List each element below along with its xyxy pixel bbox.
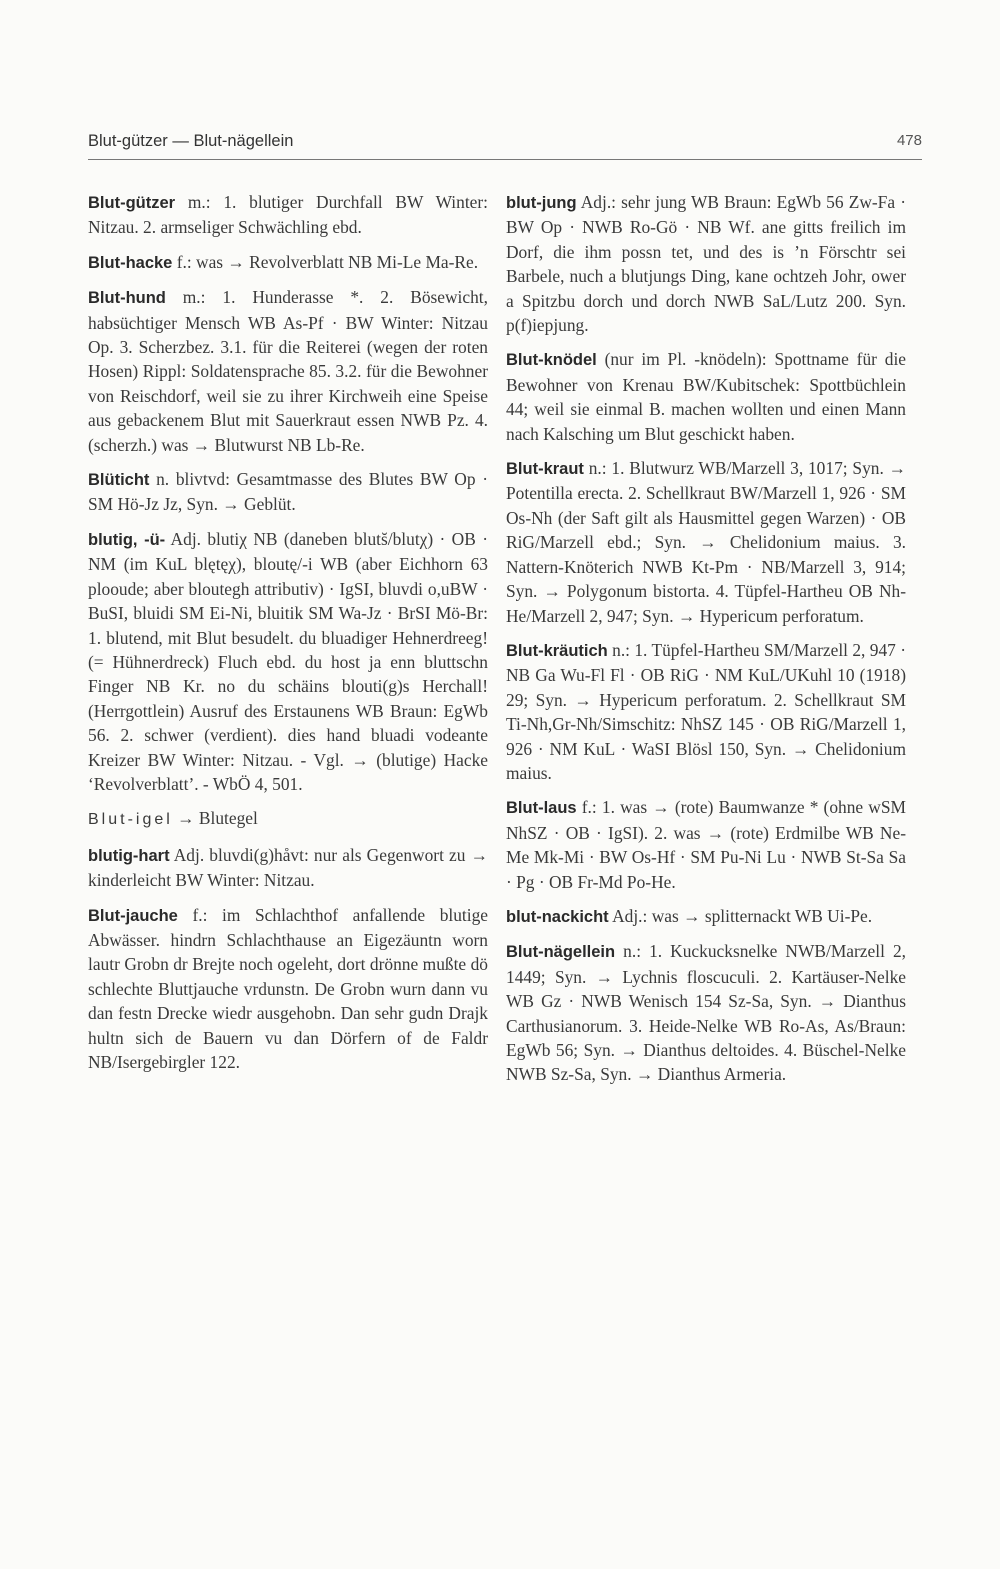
left-column xyxy=(88,190,488,1084)
dictionary-entry xyxy=(506,347,906,446)
dictionary-entry xyxy=(88,190,488,240)
dictionary-entry xyxy=(506,456,906,628)
entry-text: m.: 1. blutiger Durchfall BW Winter: Nitzau. 2. armseliger Schwächling ebd. xyxy=(88,192,488,238)
entry-text: f.: was → Revolverblatt NB Mi-Le Ma-Re. xyxy=(172,251,479,272)
dictionary-entry xyxy=(506,904,906,929)
dictionary-entry xyxy=(88,467,488,517)
header-title: Blut-gützer — Blut-nägellein xyxy=(88,132,294,150)
page-number: 478 xyxy=(896,132,922,149)
header-rule xyxy=(88,159,922,160)
entry-text: Adj. blutiχ NB (daneben bluts̆/blutχ) · OB · NM (im KuL blętęχ), bloutę/-i WB (aber Eichhorn 63 plooude; aber bloutegh attributiv) · IgSI, bluvdi o,uBW · BuSI, bluidi SM Ei-Ni, bluitik SM Wa-Jz · BrSI Mö-Br: 1. blutend, mit Blut besudelt. du bluadiger Hehnerdreeg! (= Hühnerdreck) Fluch ebd. du host ja enn bluttschn Finger NB Kr. no du schäins blouti(g)s Herchall! (Herrgottlein) Ausruf des Erstaunens WB Braun: EgWb 56. 2. schwer (verdient). dies hand bluadi vodeante Kreizer BW Winter: Nitzau. - Vgl. → (blutige) Hacke ‘Revolverblatt’. - WbÖ 4, 501. xyxy=(88,528,488,794)
entry-text: Adj.: sehr jung WB Braun: EgWb 56 Zw-Fa · BW Op · NWB Ro-Gö · NB Wf. ane gitts freilich im Dorf, die ihm possn tet, und des is ’n Förschtr sei Barbele, nuch a blutjungs Ding, kane ochtzeh Johr, ower a Spitzbu dorch und dorch NWB SaL/Lutz 200. Syn. p(f)iepjung. xyxy=(506,192,906,336)
entry-text: (nur im Pl. -knödeln): Spottname für die Bewohner von Krenau BW/Kubitschek: Spottbüchlein 44; weil sie einmal B. machen wollten und einen Mann nach Kalsching um Blut geschickt haben. xyxy=(506,349,906,444)
entry-lemma: blutig, -ü- xyxy=(88,530,166,549)
entry-lemma: blut-nackicht xyxy=(506,907,609,926)
entry-lemma: blutig-hart xyxy=(88,846,170,865)
dictionary-entry xyxy=(506,638,906,785)
entry-lemma: Blut-knödel xyxy=(506,351,597,370)
entry-lemma: Blut-jauche xyxy=(88,906,178,925)
entry-lemma: Blüticht xyxy=(88,471,150,490)
entry-lemma: Blut-hacke xyxy=(88,253,173,272)
dictionary-entry xyxy=(506,939,906,1086)
running-header xyxy=(88,132,922,162)
entry-lemma: Blut-hund xyxy=(88,289,166,308)
dictionary-entry xyxy=(88,527,488,796)
entry-text: n.: 1. Blutwurz WB/Marzell 3, 1017; Syn. → Potentilla erecta. 2. Schellkraut BW/Marzell 1, 926 · SM Os-Nh (der Saft gilt als Hausmittel gegen Warzen) · OB RiG/Marzell ebd.; Syn. → Chelidonium maius. 3. Nattern-Knöterich NWB Kt-Pm · NB/Marzell 3, 914; Syn. → Polygonum bistorta. 4. Tüpfel-Hartheu OB Nh-He/Marzell 2, 947; Syn. → Hypericum perforatum. xyxy=(506,458,906,626)
right-column xyxy=(506,190,906,1097)
entry-lemma: Blut-kraut xyxy=(506,460,584,479)
entry-text: f.: im Schlachthof anfallende blutige Abwässer. hindrn Schlachthause an Eigezäuntn worn lautr Grobn dr Brejte noch ogeleht, dort drönne mußte dö schlechte Bluttjauche vrdunstn. De Grobn wurn dann vu dan festn Drecke wiedr ausgehobn. Dan sehr gudn Drajk hultn sich de Bauern vu dan Dörfern of de Faldr NB/Isergebirgler 122. xyxy=(88,904,488,1072)
dictionary-entry xyxy=(506,190,906,337)
dictionary-entry xyxy=(88,806,488,832)
entry-lemma: Blut-igel xyxy=(88,811,173,829)
dictionary-entry xyxy=(88,285,488,457)
entry-text: m.: 1. Hunderasse *. 2. Bösewicht, habsüchtiger Mensch WB As-Pf · BW Winter: Nitzau Op. 3. Scherzbez. 3.1. für die Reiterei (wegen der roten Hosen) Rippl: Soldatensprache 85. 3.2. für die Bewohner von Reischdorf, weil sie zu ihrer Kirchweih eine Speise aus gebackenem Blut mit Sauerkraut essen NWB Pz. 4. (scherzh.) was → Blutwurst NB Lb-Re. xyxy=(88,287,488,455)
entry-lemma: Blut-laus xyxy=(506,799,577,818)
dictionary-entry xyxy=(88,250,488,275)
entry-lemma: blut-jung xyxy=(506,194,577,212)
entry-text: n. blivtvd: Gesamtmasse des Blutes BW Op · SM Hö-Jz Jz, Syn. → Geblüt. xyxy=(88,469,488,515)
entry-lemma: Blut-kräutich xyxy=(506,641,608,660)
entry-text: → Blutegel xyxy=(172,808,258,829)
dictionary-entry xyxy=(88,903,488,1075)
entry-text: n.: 1. Tüpfel-Hartheu SM/Marzell 2, 947 · NB Ga Wu-Fl Fl · OB RiG · NM KuL/UKuhl 10 (1918) 29; Syn. → Hypericum perforatum. 2. Schellkraut SM Ti-Nh,Gr-Nh/Simschitz: NhSZ 145 · OB RiG/Marzell 1, 926 · NM KuL · WaSI Blösl 150, Syn. → Chelidonium maius. xyxy=(506,639,906,783)
entry-text: Adj. bluvdi(g)håvt: nur als Gegenwort zu → kinderleicht BW Winter: Nitzau. xyxy=(88,844,488,891)
entry-lemma: Blut-nägellein xyxy=(506,943,616,962)
entry-lemma: Blut-gützer xyxy=(88,194,176,212)
entry-text: Adj.: was → splitternackt WB Ui-Pe. xyxy=(608,905,873,926)
entry-text: n.: 1. Kuckucksnelke NWB/Marzell 2, 1449; Syn. → Lychnis floscuculi. 2. Kartäuser-Nelke WB Gz · NWB Wenisch 154 Sz-Sa, Syn. → Dianthus Carthusianorum. 3. Heide-Nelke WB Ro-As, As/Braun: EgWb 56; Syn. → Dianthus deltoides. 4. Büschel-Nelke NWB Sz-Sa, Syn. → Dianthus Armeria. xyxy=(506,941,906,1085)
entry-text: f.: 1. was → (rote) Baumwanze * (ohne wSM NhSZ · OB · IgSI). 2. was → (rote) Erdmilbe WB Ne-Me Mk-Mi · BW Os-Hf · SM Pu-Ni Lu · NWB St-Sa Sa · Pg · OB Fr-Md Po-He. xyxy=(506,797,906,892)
dictionary-entry xyxy=(88,843,488,893)
dictionary-entry xyxy=(506,795,906,894)
